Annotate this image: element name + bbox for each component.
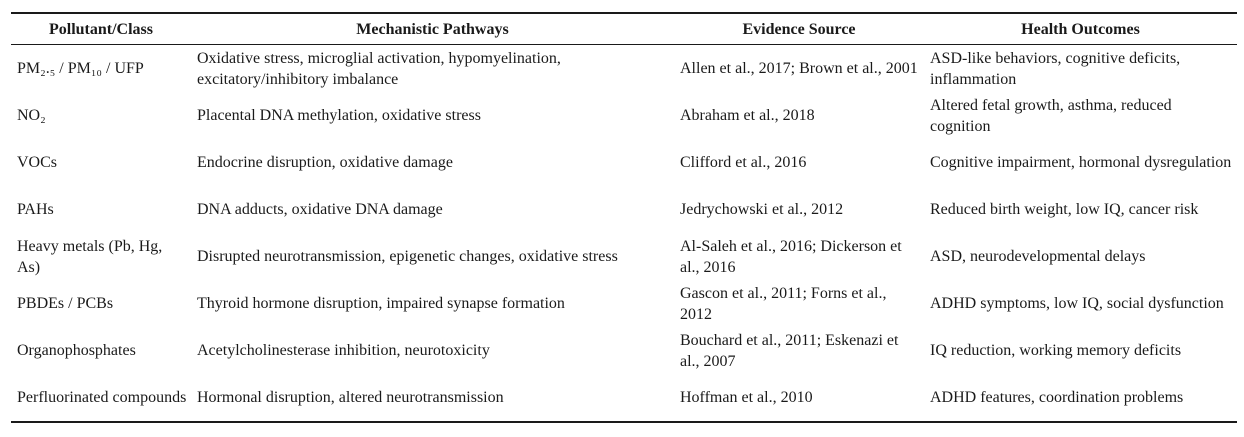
cell-outcomes: Reduced birth weight, low IQ, cancer risk	[930, 201, 1199, 218]
header-row	[11, 13, 1237, 45]
cell-pathways: Hormonal disruption, altered neurotransmission	[197, 389, 504, 406]
header-pollutant-class: Pollutant/Class	[48, 20, 153, 38]
cell-pollutant: PBDEs / PCBs	[17, 295, 114, 312]
table-body	[11, 45, 1237, 423]
cell-pollutant: NO₂	[17, 107, 46, 124]
table-row	[11, 233, 1237, 280]
cell-outcomes: Cognitive impairment, hormonal dysregulation	[930, 154, 1232, 171]
cell-pollutant: Perfluorinated compounds	[17, 389, 187, 406]
table-header	[11, 13, 1237, 45]
cell-evidence: Allen et al., 2017; Brown et al., 2001	[680, 60, 918, 77]
table-row	[11, 327, 1237, 374]
cell-pollutant: Heavy metals (Pb, Hg, As)	[17, 237, 163, 276]
header-mechanistic-pathways: Mechanistic Pathways	[356, 20, 509, 38]
cell-pollutant: PAHs	[17, 201, 54, 218]
cell-pathways: DNA adducts, oxidative DNA damage	[197, 201, 443, 218]
cell-evidence: Jedrychowski et al., 2012	[680, 201, 844, 218]
cell-pathways: Endocrine disruption, oxidative damage	[197, 154, 453, 171]
cell-evidence: Clifford et al., 2016	[680, 154, 807, 171]
pollutant-table-container	[11, 12, 1237, 423]
table-row	[11, 45, 1237, 93]
cell-pollutant: PM₂.₅ / PM₁₀ / UFP	[17, 60, 144, 77]
cell-outcomes: ADHD features, coordination problems	[930, 389, 1184, 406]
cell-pollutant: VOCs	[17, 154, 58, 171]
pollutant-table	[11, 12, 1237, 423]
table-row	[11, 280, 1237, 327]
cell-outcomes: ASD-like behaviors, cognitive deficits, inflammation	[930, 49, 1181, 88]
header-health-outcomes: Health Outcomes	[1021, 20, 1140, 38]
cell-pathways: Oxidative stress, microglial activation, hypomyelination, excitatory/inhibitory imbalance	[197, 49, 561, 88]
cell-pathways: Acetylcholinesterase inhibition, neurotoxicity	[197, 342, 490, 359]
table-row	[11, 139, 1237, 186]
header-evidence-source: Evidence Source	[742, 20, 856, 38]
cell-pollutant: Organophosphates	[17, 342, 136, 359]
cell-pathways: Thyroid hormone disruption, impaired synapse formation	[197, 295, 565, 312]
cell-evidence: Gascon et al., 2011; Forns et al., 2012	[680, 284, 887, 323]
cell-outcomes: IQ reduction, working memory deficits	[930, 342, 1182, 359]
cell-outcomes: Altered fetal growth, asthma, reduced cognition	[930, 96, 1172, 135]
cell-evidence: Abraham et al., 2018	[680, 107, 815, 124]
table-row	[11, 92, 1237, 139]
cell-pathways: Placental DNA methylation, oxidative stress	[197, 107, 481, 124]
table-row	[11, 186, 1237, 233]
cell-outcomes: ADHD symptoms, low IQ, social dysfunction	[930, 295, 1224, 312]
cell-evidence: Hoffman et al., 2010	[680, 389, 813, 406]
cell-outcomes: ASD, neurodevelopmental delays	[930, 248, 1146, 265]
cell-evidence: Al-Saleh et al., 2016; Dickerson et al., 2016	[680, 237, 902, 276]
cell-evidence: Bouchard et al., 2011; Eskenazi et al., 2007	[680, 331, 899, 370]
table-row	[11, 374, 1237, 422]
cell-pathways: Disrupted neurotransmission, epigenetic changes, oxidative stress	[197, 248, 618, 265]
